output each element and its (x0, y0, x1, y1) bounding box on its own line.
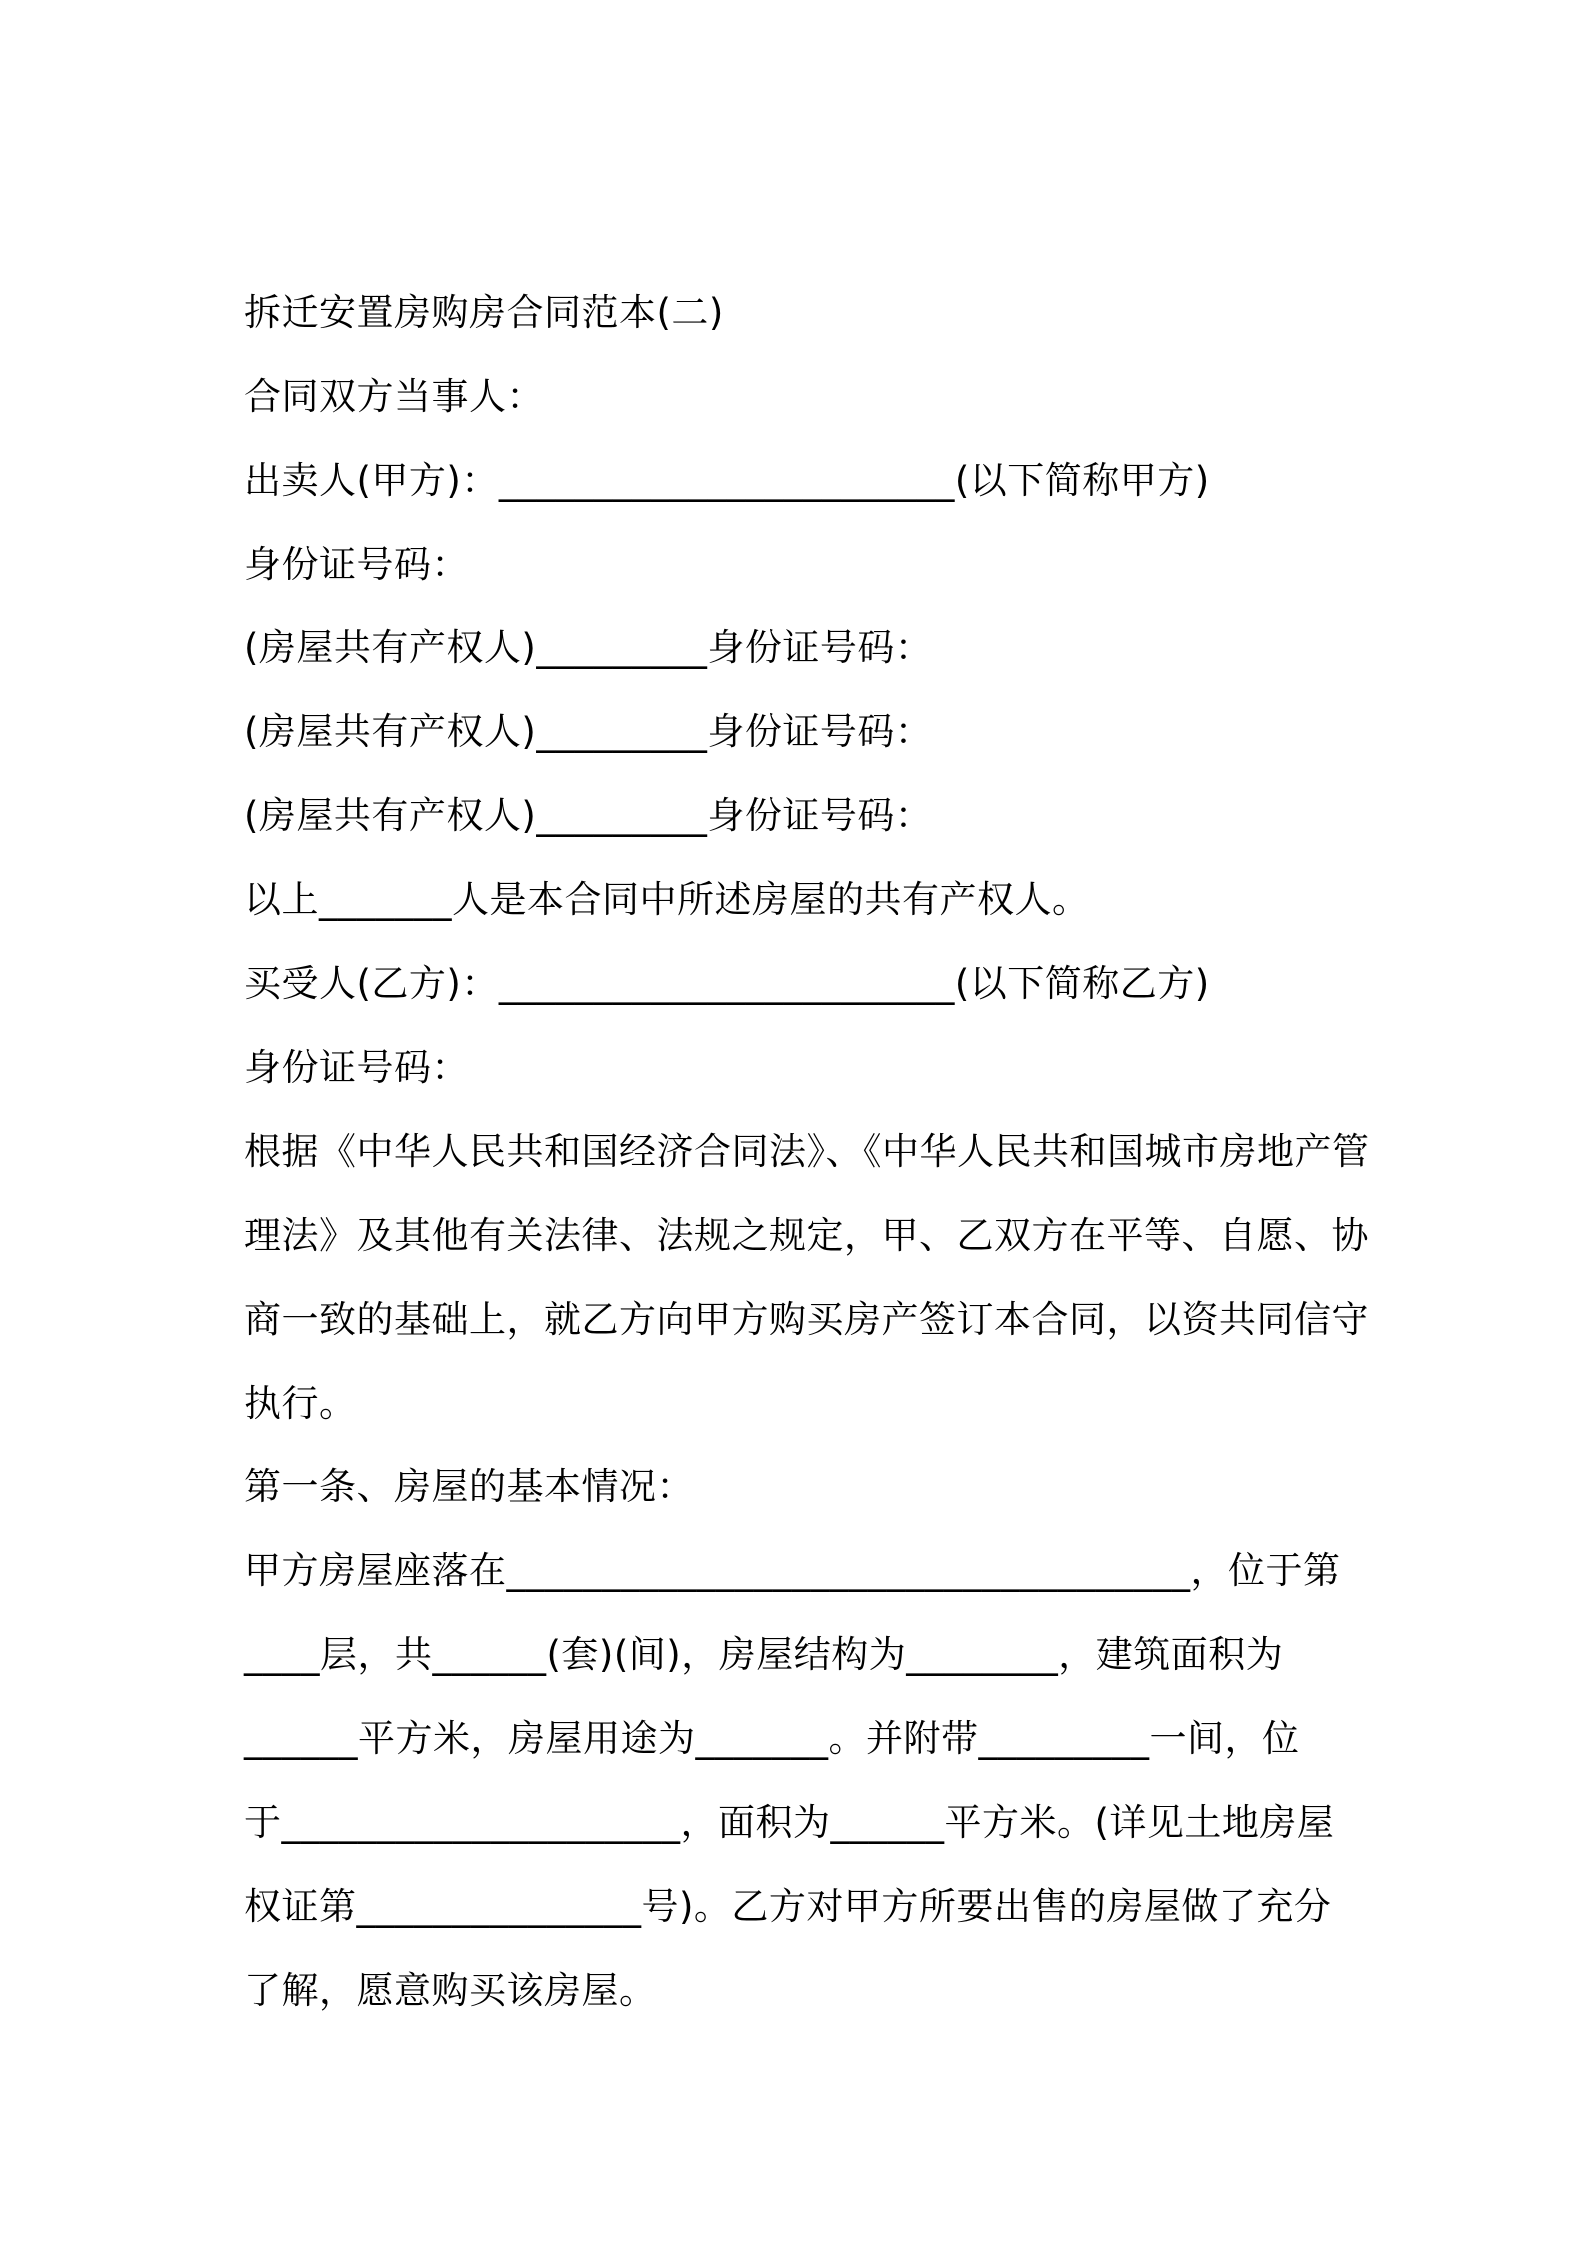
text-line: 理法》及其他有关法律、法规之规定，甲、乙双方在平等、自愿、协 (244, 1214, 1369, 1257)
text-line: 以上_______人是本合同中所述房屋的共有产权人。 (244, 878, 1090, 921)
document-title: 拆迁安置房购房合同范本(二) (244, 291, 724, 334)
text-line: 身份证号码： (244, 1046, 469, 1089)
section-heading: 第一条、房屋的基本情况： (244, 1465, 694, 1508)
text-line: (房屋共有产权人)_________身份证号码： (244, 626, 933, 669)
text-line: 于_____________________，面积为______平方米。(详见土地房屋 (244, 1801, 1335, 1844)
text-line: 商一致的基础上，就乙方向甲方购买房产签订本合同，以资共同信守 (244, 1298, 1369, 1341)
text-line: 出卖人(甲方)：________________________(以下简称甲方) (244, 459, 1210, 502)
text-line: 合同双方当事人： (244, 375, 544, 418)
text-line: 甲方房屋座落在____________________________________，位于第 (244, 1549, 1341, 1592)
text-line: (房屋共有产权人)_________身份证号码： (244, 794, 933, 837)
text-line: 根据《中华人民共和国经济合同法》、《中华人民共和国城市房地产管 (244, 1130, 1370, 1173)
text-line: 身份证号码： (244, 543, 469, 586)
text-line: 执行。 (244, 1382, 357, 1425)
text-line: 了解，愿意购买该房屋。 (244, 1969, 657, 2012)
text-line: 权证第_______________号)。乙方对甲方所要出售的房屋做了充分 (244, 1885, 1332, 1928)
text-line: (房屋共有产权人)_________身份证号码： (244, 710, 933, 753)
text-line: ______平方米，房屋用途为_______。并附带_________一间，位 (244, 1717, 1300, 1760)
text-line: ____层，共______(套)(间)，房屋结构为________，建筑面积为 (244, 1633, 1284, 1676)
text-line: 买受人(乙方)：________________________(以下简称乙方) (244, 962, 1210, 1005)
